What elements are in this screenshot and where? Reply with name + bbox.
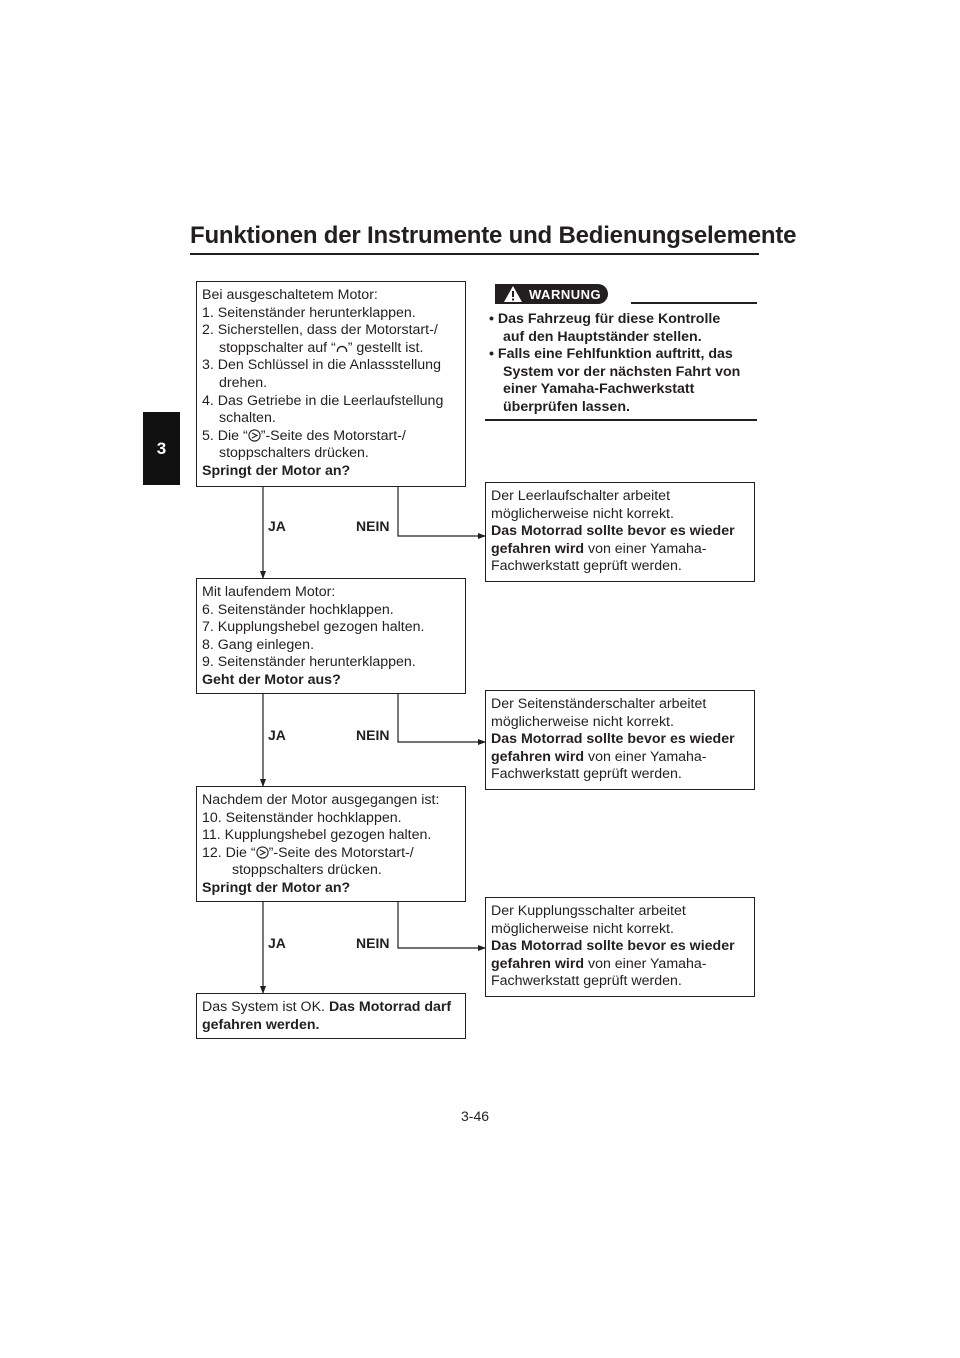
no-label-2: NEIN: [356, 727, 390, 743]
final-text: gefahren werden.: [202, 1016, 320, 1033]
start-switch-icon: [256, 846, 269, 859]
warning-list: [489, 311, 755, 417]
no-label-3: NEIN: [356, 935, 390, 951]
step-item: 12. Die “ ”-Seite des Motorstart-/: [202, 844, 414, 861]
yes-label-3: JA: [268, 935, 286, 951]
result-line: Der Leerlaufschalter arbeitet: [491, 488, 671, 504]
step-heading: Nachdem der Motor ausgegangen ist:: [202, 792, 440, 808]
no-label-1: NEIN: [356, 518, 390, 534]
step-item: stoppschalters drücken.: [219, 445, 369, 462]
step-item: 5. Die “ ”-Seite des Motorstart-/: [202, 427, 406, 444]
warning-item: • Falls eine Fehlfunktion auftritt, das System vor der nächsten Fahrt von einer Yamaha-Fachwerkstatt überprüfen lassen.: [489, 346, 741, 415]
no-arrow-2: [398, 694, 485, 742]
page-number: 3-46: [461, 1108, 490, 1124]
warning-label: WARNUNG: [529, 286, 602, 302]
warning-triangle-icon: [503, 285, 523, 303]
result-line: Das Motorrad sollte bevor es wieder: [491, 938, 735, 955]
warning-item: • Das Fahrzeug für diese Kontrolle auf den Hauptständer stellen.: [489, 311, 721, 345]
result-box-3: [485, 897, 755, 997]
step-box-2: [196, 578, 466, 694]
step-question: Springt der Motor an?: [202, 879, 351, 896]
start-switch-icon: [248, 429, 261, 442]
no-arrow-3: [398, 902, 485, 948]
yes-label-1: JA: [268, 518, 286, 534]
warning-rule-bottom: [485, 419, 757, 421]
chapter-tab: 3: [143, 412, 180, 485]
step-item: 6. Seitenständer hochklappen.: [202, 601, 394, 618]
step-item: stoppschalters drücken.: [232, 862, 382, 879]
result-line: Fachwerkstatt geprüft werden.: [491, 558, 682, 575]
result-box-1: [485, 482, 755, 582]
step-item: 3. Den Schlüssel in die Anlassstellung: [202, 357, 441, 374]
step-item: drehen.: [219, 374, 268, 391]
step-item: 4. Das Getriebe in die Leerlaufstellung: [202, 392, 444, 409]
step-item: schalten.: [219, 410, 276, 427]
final-text: Das System ist OK. Das Motorrad darf: [202, 999, 452, 1015]
result-line: möglicherweise nicht korrekt.: [491, 713, 674, 730]
result-line: Das Motorrad sollte bevor es wieder: [491, 523, 735, 540]
step-item: 10. Seitenständer hochklappen.: [202, 809, 402, 826]
run-symbol-icon: [336, 341, 348, 353]
result-line: gefahren wird von einer Yamaha-: [491, 748, 707, 765]
result-line: gefahren wird von einer Yamaha-: [491, 540, 707, 557]
step-item: 7. Kupplungshebel gezogen halten.: [202, 619, 425, 636]
step-item: 1. Seitenständer herunterklappen.: [202, 304, 416, 321]
yes-label-2: JA: [268, 727, 286, 743]
result-line: Der Kupplungsschalter arbeitet: [491, 903, 686, 919]
step-item: 8. Gang einlegen.: [202, 636, 315, 653]
warning-badge: [495, 284, 608, 304]
no-arrow-1: [398, 487, 485, 536]
result-line: gefahren wird von einer Yamaha-: [491, 955, 707, 972]
step-item: 9. Seitenständer herunterklappen.: [202, 654, 416, 671]
step-box-1: [196, 281, 466, 487]
result-line: möglicherweise nicht korrekt.: [491, 505, 674, 522]
result-line: möglicherweise nicht korrekt.: [491, 920, 674, 937]
result-line: Fachwerkstatt geprüft werden.: [491, 973, 682, 990]
step-question: Geht der Motor aus?: [202, 671, 341, 688]
final-box: [196, 993, 466, 1039]
result-line: Fachwerkstatt geprüft werden.: [491, 766, 682, 783]
step-question: Springt der Motor an?: [202, 462, 351, 479]
warning-rule-top: [631, 302, 757, 304]
step-heading: Mit laufendem Motor:: [202, 584, 336, 600]
step-item: stoppschalter auf “ ” gestellt ist.: [219, 339, 424, 356]
step-item: 11. Kupplungshebel gezogen halten.: [202, 827, 432, 844]
result-box-2: [485, 690, 755, 790]
result-line: Der Seitenständerschalter arbeitet: [491, 696, 707, 712]
page-title: Funktionen der Instrumente und Bedienungselemente: [190, 222, 797, 249]
step-box-3: [196, 786, 466, 902]
step-item: 2. Sicherstellen, dass der Motorstart-/: [202, 322, 438, 339]
step-heading: Bei ausgeschaltetem Motor:: [202, 287, 378, 303]
result-line: Das Motorrad sollte bevor es wieder: [491, 731, 735, 748]
